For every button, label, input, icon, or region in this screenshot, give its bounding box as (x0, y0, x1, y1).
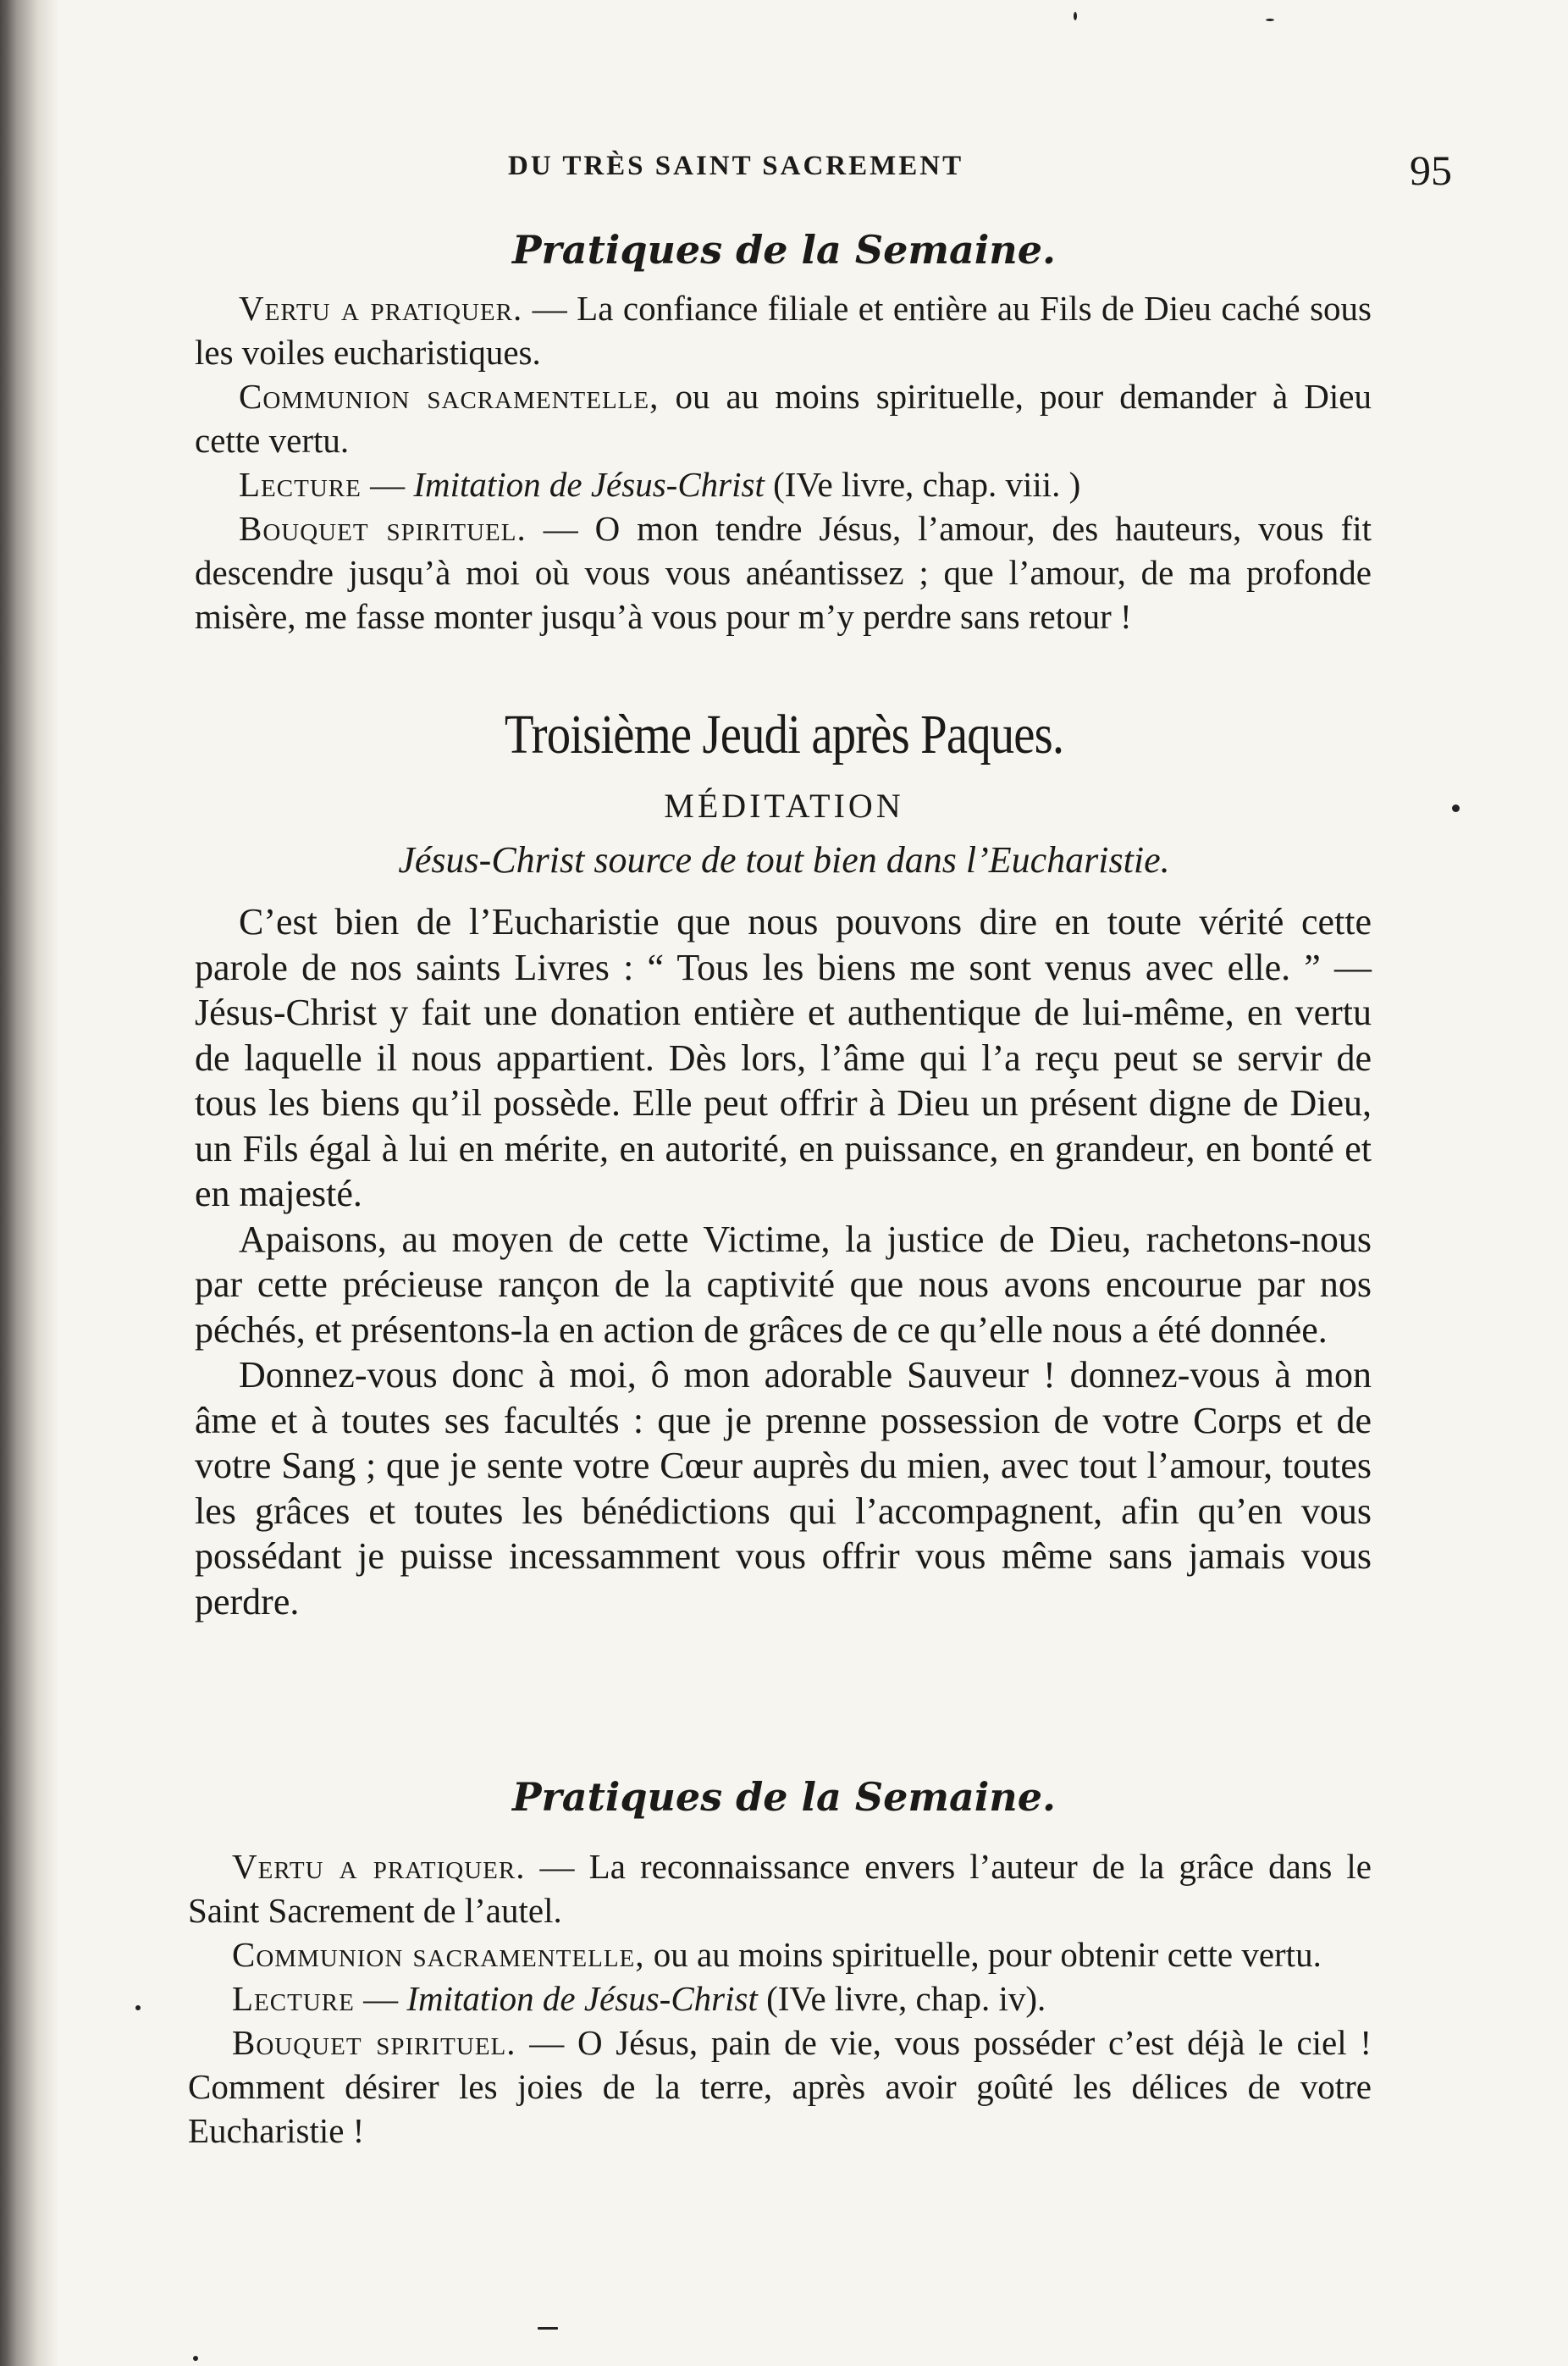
week1-practices (195, 286, 1372, 638)
week2-vertu (188, 1844, 1372, 1932)
week1-communion (195, 374, 1372, 462)
week2-lecture-dash: — (354, 1979, 407, 2018)
week2-communion-label: Communion sacramentelle, (232, 1935, 645, 1974)
scan-speck (1452, 804, 1460, 812)
week2-vertu-label: Vertu a pratiquer. (232, 1847, 526, 1886)
week1-vertu-label: Vertu a pratiquer. (239, 289, 523, 328)
week2-bouquet-label: Bouquet spirituel. (232, 2023, 516, 2062)
week2-practices (188, 1844, 1372, 2153)
week2-title: Pratiques de la Semaine. (511, 1774, 1057, 1820)
meditation-paragraph-1: C’est bien de l’Eucharistie que nous pouvons dire en toute vérité cette parole de nos saints Livres : “ Tous les biens me sont venus avec elle. ” — Jésus-Christ y fait une donation entière et authentique de lui-même, en vertu de laquelle il nous appartient. Dès lors, l’âme qui l’a reçu peut se servir de tous les biens qu’il possède. Elle peut offrir à Dieu un présent digne de Dieu, un Fils égal à lui en mérite, en autorité, en puissance, en grandeur, en bonté et en majesté. (195, 901, 1372, 1214)
scan-speck (193, 2356, 198, 2361)
week1-title: Pratiques de la Semaine. (511, 227, 1057, 273)
week2-communion-text: ou au moins spirituelle, pour obtenir cette vertu. (644, 1935, 1322, 1974)
week2-bouquet-text: — O Jésus, pain de vie, vous posséder c’est déjà le ciel ! Comment désirer les joies de la terre, après avoir goûté les délices de votre Eucharistie ! (188, 2023, 1372, 2150)
week1-communion-label: Communion sacramentelle, (239, 377, 660, 416)
meditation-paragraph-3: Donnez-vous donc à moi, ô mon adorable Sauveur ! donnez-vous à mon âme et à toutes ses facultés : que je prenne possession de votre Corps et de votre Sang ; que je sente votre Cœur auprès du mien, avec tout l’amour, toutes les grâces et toutes les bénédictions qui l’accompagnent, afin qu’en vous possédant je puisse incessamment vous offrir vous même sans jamais vous perdre. (195, 1354, 1372, 1622)
week1-bouquet (195, 506, 1372, 638)
meditation-body (195, 899, 1372, 1624)
week1-lecture-dash: — (361, 465, 414, 504)
week2-lecture-label: Lecture (232, 1979, 355, 2018)
week2-lecture (188, 1976, 1372, 2020)
week1-lecture (195, 462, 1372, 506)
week1-lecture-book: Imitation de Jésus-Christ (413, 465, 765, 504)
page-binding-shadow (0, 0, 59, 2366)
week1-lecture-label: Lecture (239, 465, 362, 504)
meditation-label: MÉDITATION (664, 787, 904, 825)
week2-vertu-text: — La reconnaissance envers l’auteur de la grâce dans le Saint Sacrement de l’autel. (188, 1847, 1372, 1930)
week2-lecture-book: Imitation de Jésus-Christ (406, 1979, 758, 2018)
scan-speck (1266, 19, 1274, 21)
page-number: 95 (1410, 146, 1452, 194)
week1-vertu-text: — La confiance filiale et entière au Fils de Dieu caché sous les voiles eucharistiques. (195, 289, 1372, 372)
chapter-title: Troisième Jeudi après Paques. (504, 704, 1064, 766)
week1-communion-text: ou au moins spirituelle, pour demander à Dieu cette vertu. (195, 377, 1372, 460)
week2-communion (188, 1932, 1372, 1976)
scan-speck (538, 2327, 558, 2330)
week2-lecture-ref: (IVe livre, chap. iv). (757, 1979, 1046, 2018)
week1-bouquet-label: Bouquet spirituel. (239, 509, 527, 548)
running-head: DU TRÈS SAINT SACREMENT (508, 151, 964, 181)
meditation-subtitle: Jésus-Christ source de tout bien dans l’Eucharistie. (398, 839, 1170, 881)
week1-bouquet-text: — O mon tendre Jésus, l’amour, des hauteurs, vous fit descendre jusqu’à moi où vous vous anéantissez ; que l’amour, de ma profonde misère, me fasse monter jusqu’à vous pour m’y perdre sans retour ! (195, 509, 1372, 636)
week2-bouquet (188, 2020, 1372, 2153)
meditation-paragraph-2: Apaisons, au moyen de cette Victime, la justice de Dieu, rachetons-nous par cette précieuse rançon de la captivité que nous avons encourue par nos péchés, et présentons-la en action de grâces de ce qu’elle nous a été donnée. (195, 1218, 1372, 1351)
scan-speck (135, 2005, 141, 2010)
week1-lecture-ref: (IVe livre, chap. viii. ) (764, 465, 1081, 504)
scan-speck (1074, 12, 1077, 20)
week1-vertu (195, 286, 1372, 374)
